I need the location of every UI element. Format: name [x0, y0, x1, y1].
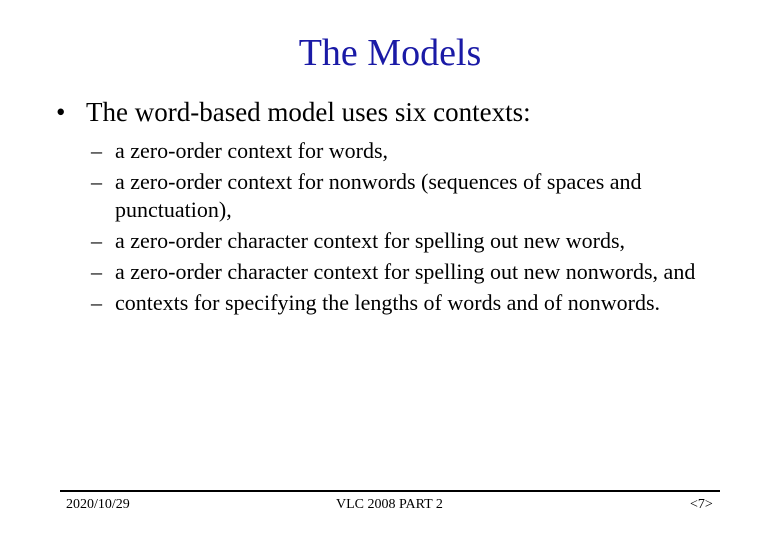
list-item-text: a zero-order character context for spelling out new words,: [115, 228, 626, 253]
sub-bullet-list: [91, 137, 731, 320]
main-bullet: [56, 94, 531, 130]
list-item: [91, 227, 731, 255]
footer-date: 2020/10/29: [66, 497, 130, 512]
list-item-text: a zero-order character context for spelling out new nonwords, and: [115, 259, 696, 284]
footer-course: VLC 2008 PART 2: [336, 497, 443, 512]
bullet-text: The word-based model uses six contexts:: [86, 97, 531, 127]
list-item: [91, 137, 731, 165]
bullet-marker: •: [56, 97, 66, 127]
dash-marker: –: [91, 228, 102, 253]
list-item-text: a zero-order context for words,: [115, 138, 389, 163]
slide-title: The Models: [298, 32, 482, 74]
footer-page-number: <7>: [690, 497, 713, 512]
list-item-text: a zero-order context for nonwords (sequences of spaces and punctuation),: [115, 169, 642, 222]
list-item-text: contexts for specifying the lengths of words and of nonwords.: [115, 290, 661, 315]
list-item: [91, 168, 731, 224]
list-item: [91, 289, 731, 317]
dash-marker: –: [91, 138, 102, 163]
list-item: [91, 258, 731, 286]
footer-divider: [60, 490, 720, 492]
dash-marker: –: [91, 290, 102, 315]
dash-marker: –: [91, 169, 102, 194]
dash-marker: –: [91, 259, 102, 284]
